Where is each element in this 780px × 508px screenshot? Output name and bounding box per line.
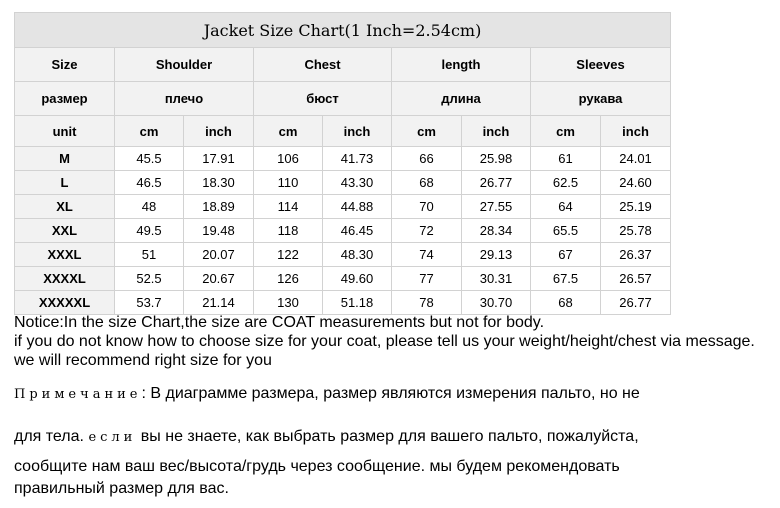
measure-cell: 67.5 — [531, 267, 601, 291]
measure-cell: 130 — [254, 291, 323, 315]
header-chest: Chest — [254, 48, 392, 82]
measure-cell: 20.67 — [184, 267, 254, 291]
measure-cell: 65.5 — [531, 219, 601, 243]
notice-ru-line3: сообщите нам ваш вес/высота/грудь через сообщение. мы будем рекомендовать — [14, 458, 620, 475]
header-length: length — [392, 48, 531, 82]
measure-cell: 26.77 — [462, 171, 531, 195]
notice-en-line1: Notice:In the size Chart,the size are COAT measurements but not for body. — [14, 314, 545, 331]
notice-ru-label: Примечание — [14, 387, 142, 402]
measure-cell: 106 — [254, 147, 323, 171]
header-size: Size — [15, 48, 115, 82]
header-chest-ru: бюст — [254, 82, 392, 116]
measure-cell: 24.01 — [601, 147, 671, 171]
measure-cell: 41.73 — [323, 147, 392, 171]
measure-cell: 26.77 — [601, 291, 671, 315]
measure-cell: 61 — [531, 147, 601, 171]
header-sleeves-ru: рукава — [531, 82, 671, 116]
header-shoulder: Shoulder — [115, 48, 254, 82]
header-shoulder-ru: плечо — [115, 82, 254, 116]
measure-cell: 70 — [392, 195, 462, 219]
measure-cell: 49.60 — [323, 267, 392, 291]
table-row — [15, 195, 671, 219]
header-length-ru: длина — [392, 82, 531, 116]
measure-cell: 114 — [254, 195, 323, 219]
measure-cell: 66 — [392, 147, 462, 171]
measure-cell: 46.45 — [323, 219, 392, 243]
unit-cell: inch — [462, 116, 531, 147]
measure-cell: 27.55 — [462, 195, 531, 219]
unit-cell: inch — [323, 116, 392, 147]
measure-cell: 18.89 — [184, 195, 254, 219]
notice-en-line2: if you do not know how to choose size for your coat, please tell us your weight/height/chest via message. we will recommend right size for you — [14, 333, 755, 369]
table-title: Jacket Size Chart(1 Inch=2.54cm) — [15, 13, 671, 48]
size-cell: XL — [15, 195, 115, 219]
size-cell: XXXXXL — [15, 291, 115, 315]
measure-cell: 122 — [254, 243, 323, 267]
measure-cell: 46.5 — [115, 171, 184, 195]
table-body — [15, 147, 671, 315]
size-cell: XXL — [15, 219, 115, 243]
table-row — [15, 243, 671, 267]
measure-cell: 110 — [254, 171, 323, 195]
measure-cell: 21.14 — [184, 291, 254, 315]
measure-cell: 19.48 — [184, 219, 254, 243]
measure-cell: 24.60 — [601, 171, 671, 195]
measure-cell: 17.91 — [184, 147, 254, 171]
size-cell: XXXXL — [15, 267, 115, 291]
unit-label: unit — [15, 116, 115, 147]
measure-cell: 18.30 — [184, 171, 254, 195]
measure-cell: 20.07 — [184, 243, 254, 267]
measure-cell: 25.78 — [601, 219, 671, 243]
notice-ru-text2a: для тела. — [14, 428, 84, 445]
notice-ru-text2b: вы не знаете, как выбрать размер для вашего пальто, пожалуйста, — [140, 428, 639, 445]
measure-cell: 126 — [254, 267, 323, 291]
table-row — [15, 171, 671, 195]
unit-cell: inch — [184, 116, 254, 147]
measure-cell: 45.5 — [115, 147, 184, 171]
unit-cell: inch — [601, 116, 671, 147]
measure-cell: 62.5 — [531, 171, 601, 195]
measure-cell: 64 — [531, 195, 601, 219]
measure-cell: 49.5 — [115, 219, 184, 243]
table-row — [15, 147, 671, 171]
table-row — [15, 267, 671, 291]
notice-ru-line4: правильный размер для вас. — [14, 480, 229, 497]
measure-cell: 26.37 — [601, 243, 671, 267]
measure-cell: 28.34 — [462, 219, 531, 243]
notice-ru-if: если — [88, 430, 137, 445]
notice-ru-line1 — [14, 385, 640, 403]
measure-cell: 52.5 — [115, 267, 184, 291]
measure-cell: 48 — [115, 195, 184, 219]
measure-cell: 48.30 — [323, 243, 392, 267]
table-row — [15, 291, 671, 315]
unit-cell: cm — [392, 116, 462, 147]
notice-ru-line2 — [14, 428, 639, 446]
measure-cell: 68 — [531, 291, 601, 315]
size-chart-table — [14, 12, 671, 315]
notice-ru-text1: : В диаграмме размера, размер являются измерения пальто, но не — [141, 385, 640, 402]
size-cell: XXXL — [15, 243, 115, 267]
measure-cell: 67 — [531, 243, 601, 267]
measure-cell: 29.13 — [462, 243, 531, 267]
unit-cell: cm — [254, 116, 323, 147]
measure-cell: 51.18 — [323, 291, 392, 315]
measure-cell: 78 — [392, 291, 462, 315]
measure-cell: 51 — [115, 243, 184, 267]
measure-cell: 72 — [392, 219, 462, 243]
measure-cell: 30.31 — [462, 267, 531, 291]
header-size-ru: размер — [15, 82, 115, 116]
measure-cell: 30.70 — [462, 291, 531, 315]
measure-cell: 74 — [392, 243, 462, 267]
measure-cell: 44.88 — [323, 195, 392, 219]
measure-cell: 53.7 — [115, 291, 184, 315]
measure-cell: 118 — [254, 219, 323, 243]
notice-block — [14, 313, 774, 497]
measure-cell: 25.98 — [462, 147, 531, 171]
unit-cell: cm — [531, 116, 601, 147]
measure-cell: 68 — [392, 171, 462, 195]
size-cell: M — [15, 147, 115, 171]
header-sleeves: Sleeves — [531, 48, 671, 82]
measure-cell: 43.30 — [323, 171, 392, 195]
measure-cell: 77 — [392, 267, 462, 291]
table-row — [15, 219, 671, 243]
unit-cell: cm — [115, 116, 184, 147]
measure-cell: 26.57 — [601, 267, 671, 291]
size-cell: L — [15, 171, 115, 195]
measure-cell: 25.19 — [601, 195, 671, 219]
